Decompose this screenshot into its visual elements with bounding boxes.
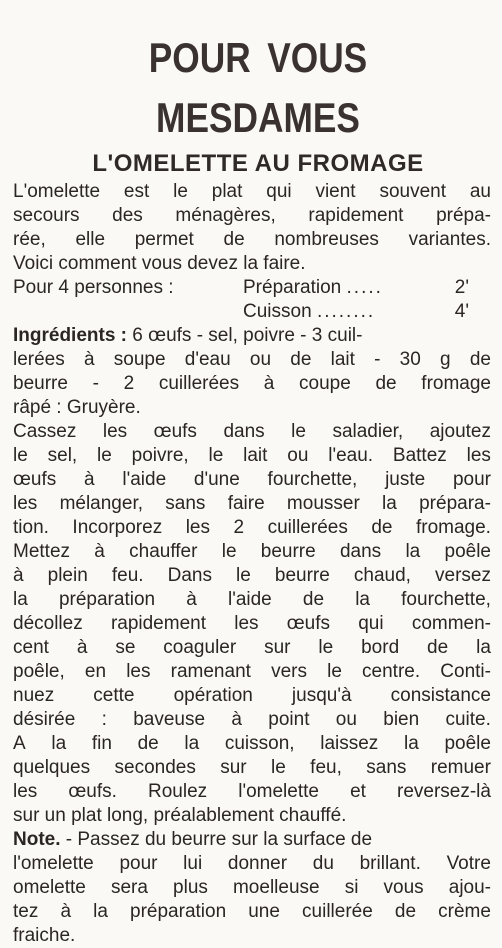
note-paragraph <box>13 828 491 948</box>
method-line: le sel, le poivre, le lait ou l'eau. Battez les <box>13 445 491 466</box>
intro-line: rée, elle permet de nombreuses variantes. <box>13 229 491 250</box>
cook-label: Cuisson <box>243 301 312 322</box>
column-heading: POUR VOUS MESDAMES <box>148 34 368 141</box>
ingredients-lead: Ingrédients : <box>13 325 128 346</box>
prep-dots: ..... <box>346 277 383 298</box>
method-line: les œufs. Roulez l'omelette et reversez-là <box>13 781 491 802</box>
note-lead: Note. <box>13 829 61 850</box>
method-line: les mélanger, sans faire mousser la prépara- <box>13 493 491 514</box>
method-line: décollez rapidement les œufs qui commen- <box>13 613 491 634</box>
servings-row-cook <box>13 300 491 324</box>
method-line: à plein feu. Dans le beurre chaud, versez <box>13 565 491 586</box>
note-line: fraiche. <box>13 925 76 946</box>
note-line: omelette sera plus moelleuse si vous ajou- <box>13 877 491 898</box>
method-line: Cassez les œufs dans le saladier, ajoutez <box>13 421 491 442</box>
method-line: sur un plat long, préalablement chauffé. <box>13 805 347 826</box>
ingredients-line: lerées à soupe d'eau ou de lait - 30 g de <box>13 349 491 370</box>
note-line: l'omelette pour lui donner du brillant. Votre <box>13 853 491 874</box>
method-line: cent à se coaguler sur le bord de la <box>13 637 491 658</box>
method-line: Mettez à chauffer le beurre dans la poêle <box>13 541 491 562</box>
method-line: désirée : baveuse à point ou bien cuite. <box>13 709 491 730</box>
method-line: œufs à l'aide d'une fourchette, juste pour <box>13 469 491 490</box>
ingredients-line: beurre - 2 cuillerées à coupe de fromage <box>13 373 491 394</box>
servings-row-prep <box>13 276 491 300</box>
prep-label: Préparation <box>243 277 342 298</box>
method-line: nuez cette opération jusqu'à consistance <box>13 685 491 706</box>
prep-time: 2' <box>454 277 469 298</box>
method-line: tion. Incorporez les 2 cuillerées de fromage. <box>13 517 491 538</box>
intro-paragraph <box>13 180 491 276</box>
method-paragraph <box>13 420 491 828</box>
ingredients-line: râpé : Gruyère. <box>13 397 141 418</box>
ingredients-paragraph <box>13 324 491 420</box>
intro-line: L'omelette est le plat qui vient souvent au <box>13 181 491 202</box>
intro-line: secours des ménagères, rapidement prépa- <box>13 205 491 226</box>
method-line: A la fin de la cuisson, laissez la poêle <box>13 733 491 754</box>
method-line: la préparation à l'aide de la fourchette, <box>13 589 491 610</box>
ingredients-line: 6 œufs - sel, poivre - 3 cuil- <box>127 325 363 346</box>
note-line: - Passez du beurre sur la surface de <box>60 829 373 850</box>
cook-dots: ........ <box>316 301 376 322</box>
recipe-title: L'OMELETTE AU FROMAGE <box>92 150 424 177</box>
method-line: quelques secondes sur le feu, sans remuer <box>13 757 491 778</box>
servings-label: Pour 4 personnes : <box>13 277 174 298</box>
cook-time: 4' <box>454 301 469 322</box>
method-line: poêle, en les ramenant vers le centre. Conti- <box>13 661 491 682</box>
recipe-body <box>13 180 491 948</box>
servings-block <box>13 276 491 324</box>
note-line: tez à la préparation une cuillerée de crème <box>13 901 491 922</box>
intro-line: Voici comment vous devez la faire. <box>13 253 306 274</box>
